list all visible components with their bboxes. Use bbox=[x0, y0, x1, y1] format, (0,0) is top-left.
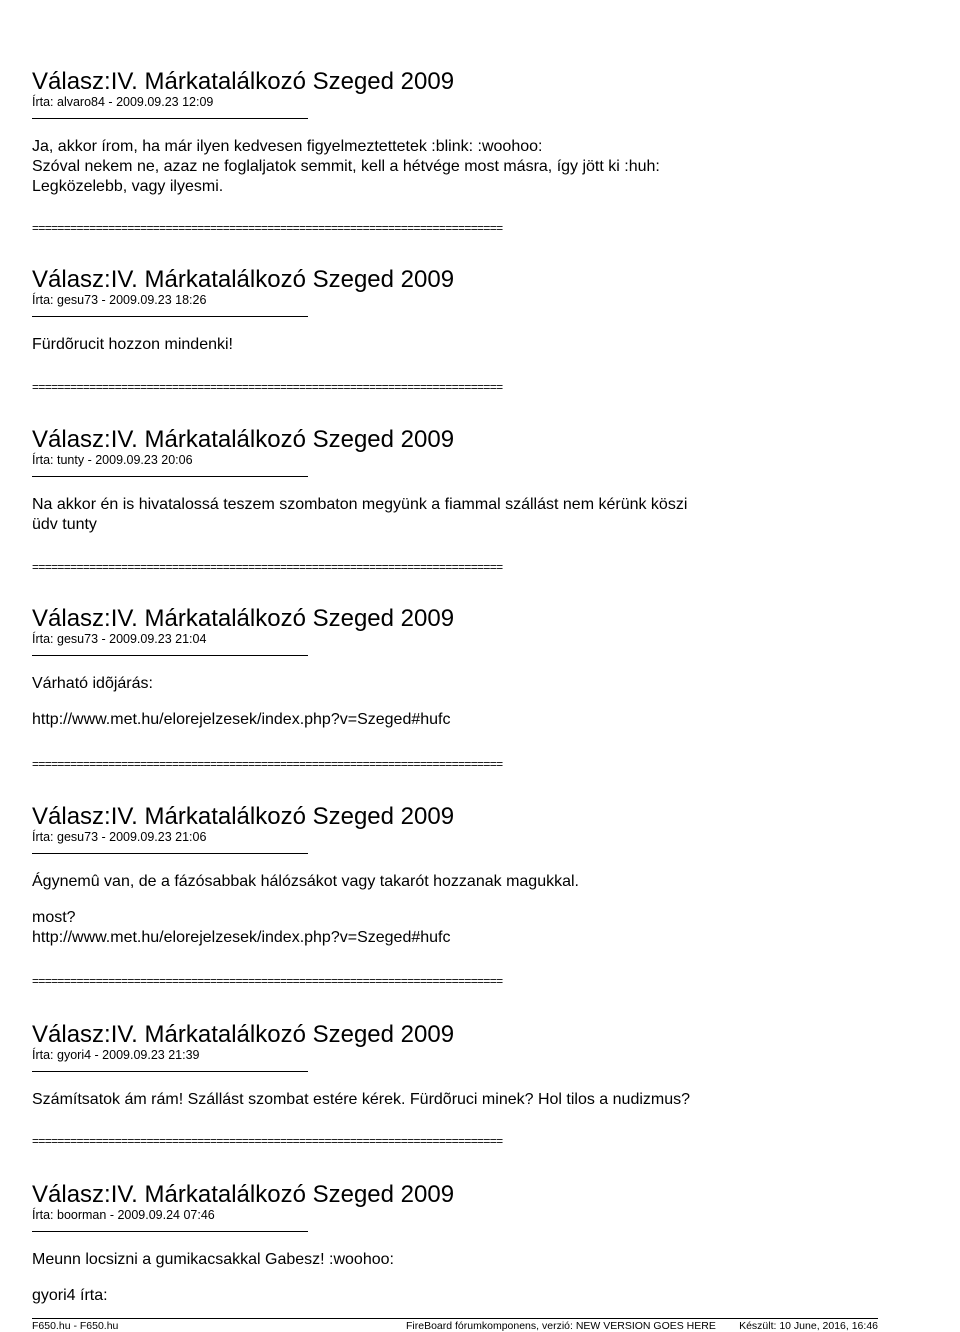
post bbox=[32, 68, 912, 197]
post-meta: Írta: gesu73 - 2009.09.23 18:26 bbox=[32, 293, 207, 307]
post-link[interactable]: http://www.met.hu/elorejelzesek/index.php?v=Szeged#hufc bbox=[32, 711, 451, 728]
post bbox=[32, 803, 912, 948]
post-text: most? bbox=[32, 909, 76, 926]
post bbox=[32, 1021, 912, 1110]
post-text: Ja, akkor írom, ha már ilyen kedvesen figyelmeztettetek :blink: :woohoo: bbox=[32, 138, 543, 155]
post-divider bbox=[32, 118, 308, 119]
post-title: Válasz:IV. Márkatalálkozó Szeged 2009 bbox=[32, 803, 455, 830]
post-divider bbox=[32, 655, 308, 656]
post-body bbox=[32, 335, 912, 355]
post-meta: Írta: gyori4 - 2009.09.23 21:39 bbox=[32, 1048, 200, 1062]
post-separator: ========================================================================== bbox=[32, 560, 503, 574]
post-title: Válasz:IV. Márkatalálkozó Szeged 2009 bbox=[32, 605, 455, 632]
post-body bbox=[32, 1090, 912, 1110]
post-separator: ========================================================================== bbox=[32, 757, 503, 771]
post-link[interactable]: http://www.met.hu/elorejelzesek/index.php?v=Szeged#hufc bbox=[32, 929, 451, 946]
footer-site: F650.hu - F650.hu bbox=[32, 1320, 119, 1332]
post-text: Ágynemû van, de a fázósabbak hálózsákot vagy takarót hozzanak magukkal. bbox=[32, 873, 579, 890]
post bbox=[32, 426, 912, 535]
post-text: Várható idõjárás: bbox=[32, 675, 153, 692]
post-meta: Írta: gesu73 - 2009.09.23 21:04 bbox=[32, 632, 207, 646]
post-body bbox=[32, 1250, 912, 1306]
post-body bbox=[32, 137, 912, 197]
post-meta: Írta: tunty - 2009.09.23 20:06 bbox=[32, 453, 193, 467]
post-text: Fürdõrucit hozzon mindenki! bbox=[32, 336, 233, 353]
post-divider bbox=[32, 1071, 308, 1072]
post-separator: ========================================================================== bbox=[32, 974, 503, 988]
post-separator: ========================================================================== bbox=[32, 380, 503, 394]
footer-generated: Készült: 10 June, 2016, 16:46 bbox=[739, 1320, 878, 1332]
post-title: Válasz:IV. Márkatalálkozó Szeged 2009 bbox=[32, 1021, 455, 1048]
post-text: üdv tunty bbox=[32, 516, 97, 533]
post-meta: Írta: boorman - 2009.09.24 07:46 bbox=[32, 1208, 215, 1222]
post-separator: ========================================================================== bbox=[32, 1134, 503, 1148]
post-title: Válasz:IV. Márkatalálkozó Szeged 2009 bbox=[32, 68, 455, 95]
post-text: Na akkor én is hivatalossá teszem szombaton megyünk a fiammal szállást nem kérünk köszi bbox=[32, 496, 688, 513]
page-footer bbox=[32, 1318, 878, 1331]
post-title: Válasz:IV. Márkatalálkozó Szeged 2009 bbox=[32, 426, 455, 453]
post-meta: Írta: gesu73 - 2009.09.23 21:06 bbox=[32, 830, 207, 844]
footer-component: FireBoard fórumkomponens, verzió: NEW VERSION GOES HERE bbox=[406, 1320, 716, 1332]
post-title: Válasz:IV. Márkatalálkozó Szeged 2009 bbox=[32, 266, 455, 293]
post-text: Számítsatok ám rám! Szállást szombat estére kérek. Fürdõruci minek? Hol tilos a nudizmus? bbox=[32, 1091, 691, 1108]
post bbox=[32, 1181, 912, 1306]
post-body bbox=[32, 674, 912, 730]
post-body bbox=[32, 872, 912, 948]
post-body bbox=[32, 495, 912, 535]
post-separator: ========================================================================== bbox=[32, 221, 503, 235]
post-meta: Írta: alvaro84 - 2009.09.23 12:09 bbox=[32, 95, 214, 109]
post-divider bbox=[32, 316, 308, 317]
post bbox=[32, 605, 912, 730]
post-divider bbox=[32, 1231, 308, 1232]
post-text: Legközelebb, vagy ilyesmi. bbox=[32, 178, 224, 195]
post-divider bbox=[32, 853, 308, 854]
post-text: Meunn locsizni a gumikacsakkal Gabesz! :woohoo: bbox=[32, 1251, 394, 1268]
post-divider bbox=[32, 476, 308, 477]
post-text: Szóval nekem ne, azaz ne foglaljatok semmit, kell a hétvége most másra, így jött ki :huh: bbox=[32, 158, 660, 175]
post-text: gyori4 írta: bbox=[32, 1287, 108, 1304]
post bbox=[32, 266, 912, 355]
post-title: Válasz:IV. Márkatalálkozó Szeged 2009 bbox=[32, 1181, 455, 1208]
